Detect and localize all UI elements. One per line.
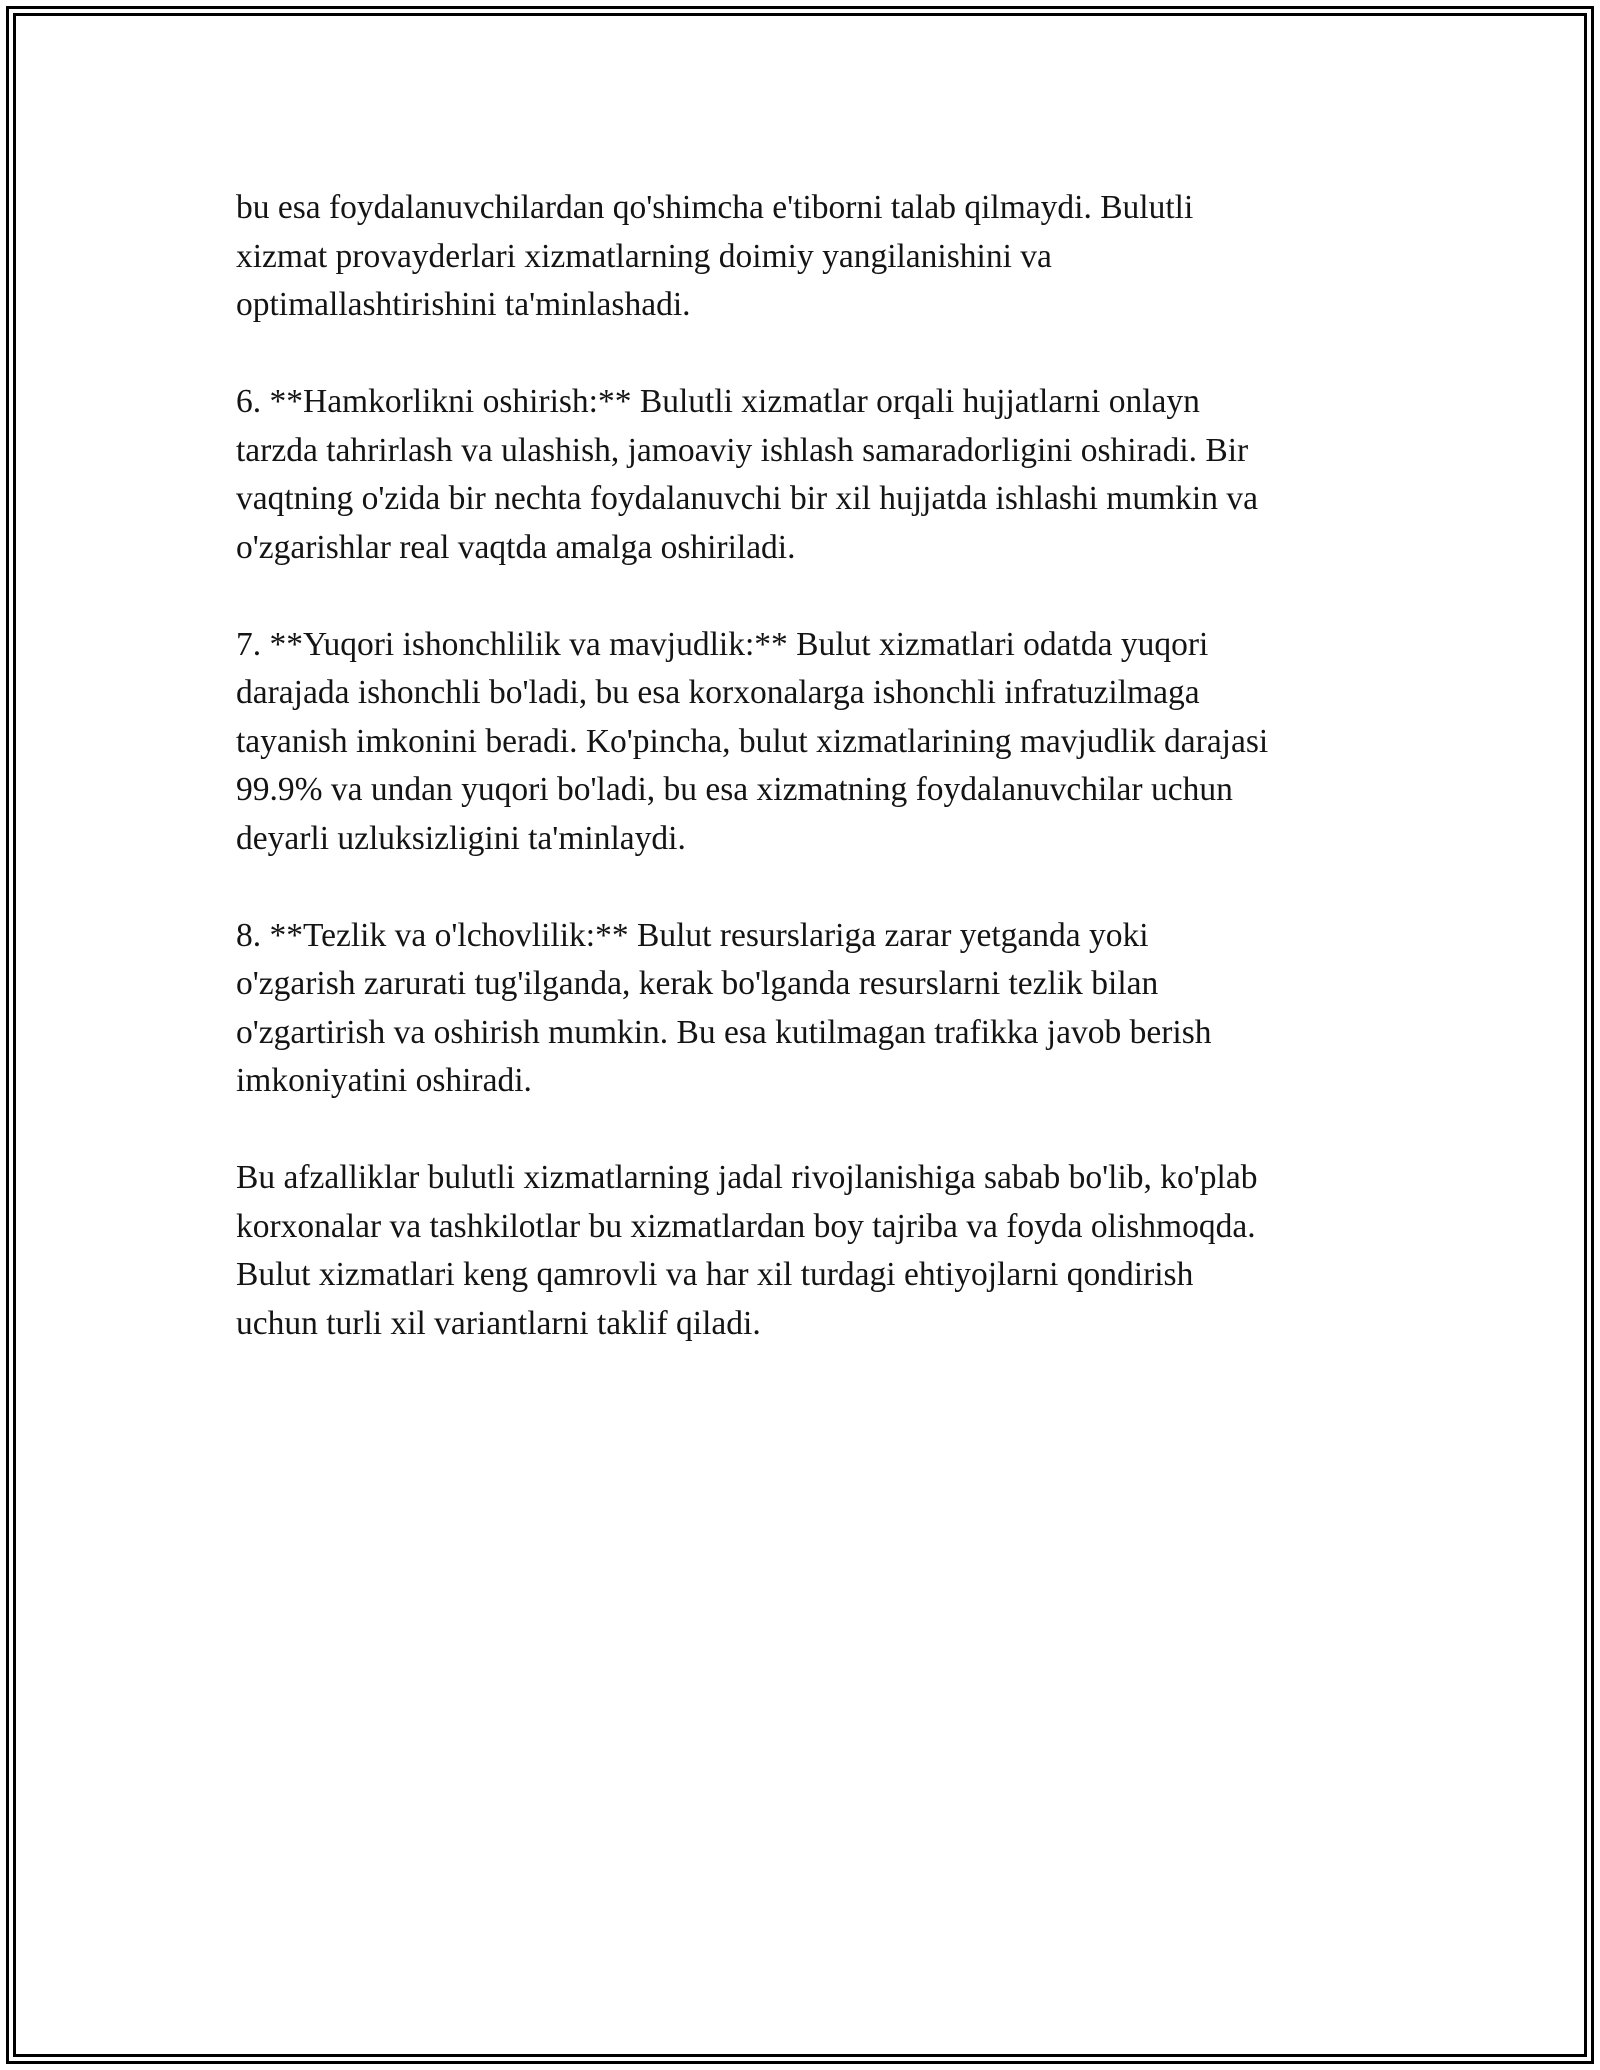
text-line: 99.9% va undan yuqori bo'ladi, bu esa xizmatning foydalanuvchilar uchun — [236, 771, 1233, 808]
text-line: o'zgarish zarurati tug'ilganda, kerak bo'lganda resurslarni tezlik bilan — [236, 965, 1159, 1002]
paragraph-item-7 — [236, 621, 1386, 864]
text-line: darajada ishonchli bo'ladi, bu esa korxonalarga ishonchli infratuzilmaga — [236, 674, 1200, 711]
text-line: imkoniyatini oshiradi. — [236, 1062, 532, 1099]
text-line: bu esa foydalanuvchilardan qo'shimcha e'tiborni talab qilmaydi. Bulutli — [236, 189, 1194, 226]
text-line: vaqtning o'zida bir nechta foydalanuvchi bir xil hujjatda ishlashi mumkin va — [236, 480, 1258, 517]
text-line: deyarli uzluksizligini ta'minlaydi. — [236, 819, 686, 857]
text-line: Bulut xizmatlari keng qamrovli va har xil turdagi ehtiyojlarni qondirish — [236, 1256, 1194, 1293]
text-line: tarzda tahrirlash va ulashish, jamoaviy ishlash samaradorligini oshiradi. Bir — [236, 431, 1249, 469]
text-line: 7. **Yuqori ishonchlilik va mavjudlik:** Bulut xizmatlari odatda yuqori — [236, 625, 1209, 663]
text-line: tayanish imkonini beradi. Ko'pincha, bulut xizmatlarining mavjudlik darajasi — [236, 722, 1269, 760]
paragraph-conclusion — [236, 1154, 1386, 1348]
document-body — [236, 184, 1386, 1397]
text-line: uchun turli xil variantlarni taklif qiladi. — [236, 1304, 761, 1342]
text-line: 8. **Tezlik va o'lchovlilik:** Bulut resurslariga zarar yetganda yoki — [236, 916, 1149, 954]
text-line: korxonalar va tashkilotlar bu xizmatlardan boy tajriba va foyda olishmoqda. — [236, 1207, 1256, 1245]
paragraph-item-6 — [236, 378, 1386, 572]
paragraph-intro-continuation — [236, 184, 1386, 330]
text-line: 6. **Hamkorlikni oshirish:** Bulutli xizmatlar orqali hujjatlarni onlayn — [236, 383, 1200, 420]
text-line: optimallashtirishini ta'minlashadi. — [236, 286, 691, 323]
text-line: o'zgartirish va oshirish mumkin. Bu esa kutilmagan trafikka javob berish — [236, 1013, 1212, 1051]
paragraph-item-8 — [236, 912, 1386, 1106]
text-line: Bu afzalliklar bulutli xizmatlarning jadal rivojlanishiga sabab bo'lib, ko'plab — [236, 1159, 1258, 1196]
text-line: xizmat provayderlari xizmatlarning doimiy yangilanishini va — [236, 237, 1052, 275]
text-line: o'zgarishlar real vaqtda amalga oshiriladi. — [236, 528, 796, 566]
